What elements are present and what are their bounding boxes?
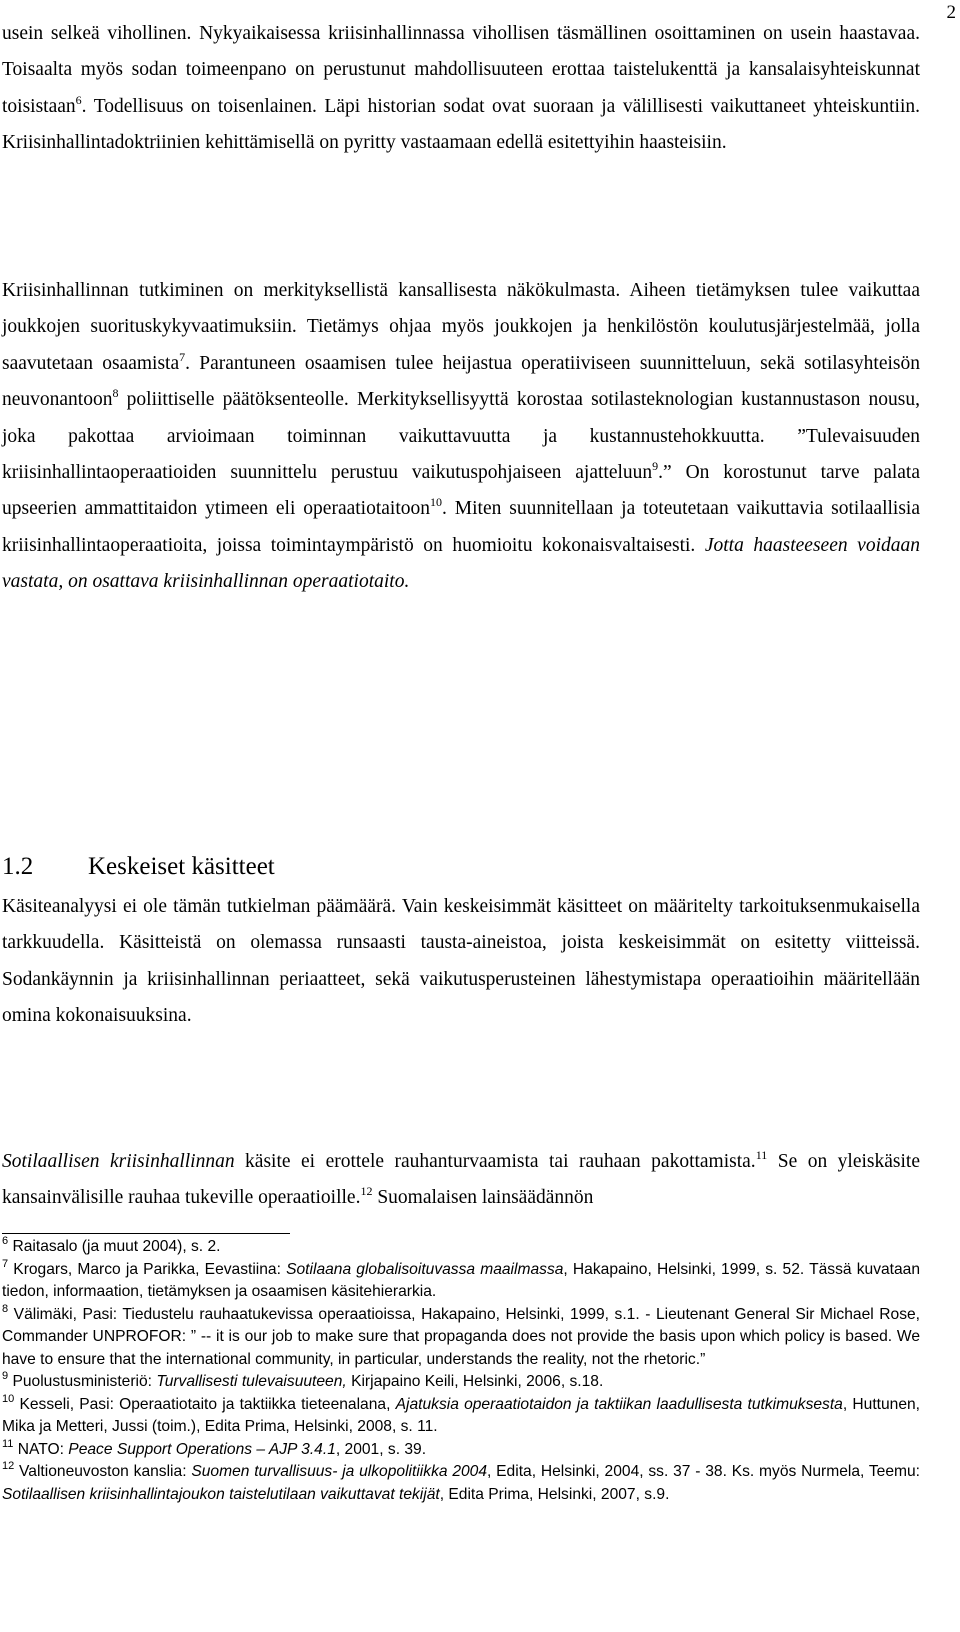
footnote-text: Raitasalo (ja muut 2004), s. 2. <box>8 1238 221 1255</box>
footnote-11 <box>2 1439 920 1462</box>
footnote-10 <box>2 1394 920 1439</box>
text: Suomalaisen lainsäädännön <box>372 1187 594 1209</box>
text: käsite ei erottele rauhanturvaamista tai rauhaan pakottamista. <box>234 1151 756 1172</box>
footnote-title: Ajatuksia operaatiotaidon ja taktiikan laadullisesta tutkimuksesta <box>395 1395 843 1413</box>
footnote-text: Kirjapaino Keili, Helsinki, 2006, s.18. <box>346 1373 604 1390</box>
footnote-title: Sotilaana globalisoituvassa maailmassa <box>286 1260 564 1278</box>
footnote-text: Puolustusministeriö: <box>8 1373 157 1390</box>
footnote-7 <box>2 1259 920 1304</box>
footnote-divider <box>2 1233 290 1234</box>
footnote-text: , 2001, s. 39. <box>335 1440 427 1458</box>
footnote-text: , Hakapaino, Helsinki, 1999, s. 52. Tässä kuvataan tiedon, informaation, tietämyksen ja osaamisen käsitehierarkia. <box>2 1260 921 1300</box>
footnote-ref-7[interactable]: 7 <box>179 349 186 364</box>
text: . Todellisuus on toisenlainen. Läpi historian sodat ovat suoraan ja välillisesti vaikuttaneet yhteiskuntiin. Kriisinhallintadoktriinien kehittämisellä on pyritty vastaamaan edellä esitettyihin haasteisiin. <box>2 95 920 154</box>
page-number: 2 <box>946 2 956 23</box>
text: . Parantuneen osaamisen tulee heijastua operatiiviseen suunnitteluun, sekä sotilasyhteisön neuvonantoon <box>2 352 920 411</box>
footnote-title: Turvallisesti tulevaisuuteen, <box>156 1373 347 1390</box>
section-heading <box>2 852 275 882</box>
text: Kriisinhallinnan tutkiminen on merkityksellistä kansallisesta näkökulmasta. Aiheen tietämyksen tulee vaikuttaa joukkojen suorituskykyvaatimuksiin. Tietämys ohjaa myös joukkojen ja henkilöstön koulutusjärjestelmää, jolla saavutetaan osaamista <box>2 280 920 374</box>
footnote-number: 6 <box>2 1235 9 1247</box>
paragraph-intro-end <box>2 16 920 162</box>
footnote-text: , Huttunen, Mika ja Metteri, Jussi (toim.), Edita Prima, Helsinki, 2008, s. 11. <box>2 1395 921 1435</box>
text: Käsiteanalyysi ei ole tämän tutkielman päämäärä. Vain keskeisimmät käsitteet on määritelty tarkoituksenmukaisella tarkkuudella. Käsitteistä on olemassa runsaasti tausta-aineistoa, joista keskeisimmät on esitetty viitteissä. Sodankäynnin ja kriisinhallinnan periaatteet, sekä vaikutusperusteinen lähestymistapa operaatioihin määritellään omina kokonaisuuksina. <box>2 896 920 1027</box>
footnote-text: , Edita Prima, Helsinki, 2007, s.9. <box>439 1485 670 1503</box>
footnote-ref-8[interactable]: 8 <box>112 386 119 401</box>
footnote-ref-11[interactable]: 11 <box>755 1148 768 1162</box>
footnote-text: NATO: <box>13 1440 69 1458</box>
text: Se on yleiskäsite kansainvälisille rauhaa tukeville operaatioille. <box>2 1151 920 1209</box>
footnote-text: Välimäki, Pasi: Tiedustelu rauhaatukevissa operaatioissa, Hakapaino, Helsinki, 1999, s.1. - Lieutenant General Sir Michael Rose, Commander UNPROFOR: ” -- it is our job to make sure that propaganda does not provide the basis upon which policy is based. We have to ensure that the international community, in particular, understands the reality, not the rhetoric.” <box>2 1305 920 1368</box>
footnote-number: 11 <box>2 1437 14 1450</box>
text: .” On korostunut tarve palata upseerien ammattitaidon ytimeen eli operaatiotaitoon <box>2 462 920 520</box>
footnote-title: Suomen turvallisuus- ja ulkopolitiikka 2004 <box>191 1463 488 1480</box>
paragraph-military-crisis-management <box>2 1144 920 1217</box>
italic-text: Sotilaallisen kriisinhallinnan <box>2 1151 235 1172</box>
footnote-ref-12[interactable]: 12 <box>360 1184 373 1199</box>
text: poliittiselle päätöksenteolle. Merkityksellisyyttä korostaa sotilasteknologian kustannustason nousu, joka pakottaa arvioimaan toiminnan vaikuttavuutta ja kustannustehokkuutta. ”Tulevaisuuden kriisinhallintaoperaatioiden suunnittelu perustuu vaikutuspohjaiseen ajatteluun <box>2 389 920 484</box>
footnote-number: 7 <box>2 1257 9 1270</box>
footnote-text: Valtioneuvoston kanslia: <box>14 1463 192 1480</box>
section-number: 1.2 <box>2 853 34 880</box>
footnote-number: 8 <box>2 1302 9 1315</box>
footnote-ref-10[interactable]: 10 <box>430 495 443 510</box>
section-title: Keskeiset käsitteet <box>88 853 275 880</box>
italic-text: Jotta haasteeseen voidaan vastata, on osattava kriisinhallinnan operaatiotaito. <box>2 534 920 593</box>
footnote-number: 10 <box>2 1392 15 1405</box>
text: usein selkeä vihollinen. Nykyaikaisessa kriisinhallinnassa vihollisen täsmällinen osoittaminen on usein haastavaa. Toisaalta myös sodan toimeenpano on perustunut mahdollisuuteen erottaa taistelukenttä ja kansalaisyhteiskunnat toisistaan <box>2 23 920 117</box>
footnote-text: , Edita, Helsinki, 2004, ss. 37 - 38. Ks. myös Nurmela, Teemu: <box>487 1463 920 1480</box>
footnote-8 <box>2 1304 920 1372</box>
footnote-text: Krogars, Marco ja Parikka, Eevastiina: <box>8 1260 287 1278</box>
paragraph-research-significance <box>2 273 920 601</box>
footnote-title: Peace Support Operations – AJP 3.4.1 <box>68 1440 336 1458</box>
paragraph-concepts <box>2 889 920 1035</box>
footnote-number: 12 <box>2 1460 15 1472</box>
footnote-9 <box>2 1371 920 1394</box>
footnote-6 <box>2 1236 920 1259</box>
footnote-text: Kesseli, Pasi: Operaatiotaito ja taktiikka tieteenalana, <box>14 1395 396 1413</box>
footnote-ref-9[interactable]: 9 <box>652 459 659 474</box>
footnote-12 <box>2 1461 920 1506</box>
footnote-title: Sotilaallisen kriisinhallintajoukon taistelutilaan vaikuttavat tekijät <box>2 1485 440 1503</box>
footnotes <box>2 1236 920 1506</box>
footnote-number: 9 <box>2 1370 9 1382</box>
text: . Miten suunnitellaan ja toteutetaan vaikuttavia sotilaallisia kriisinhallintaoperaatioita, joissa toimintaympäristö on huomioitu kokonaisvaltaisesti. <box>2 498 920 556</box>
footnote-ref-6[interactable]: 6 <box>75 92 82 107</box>
